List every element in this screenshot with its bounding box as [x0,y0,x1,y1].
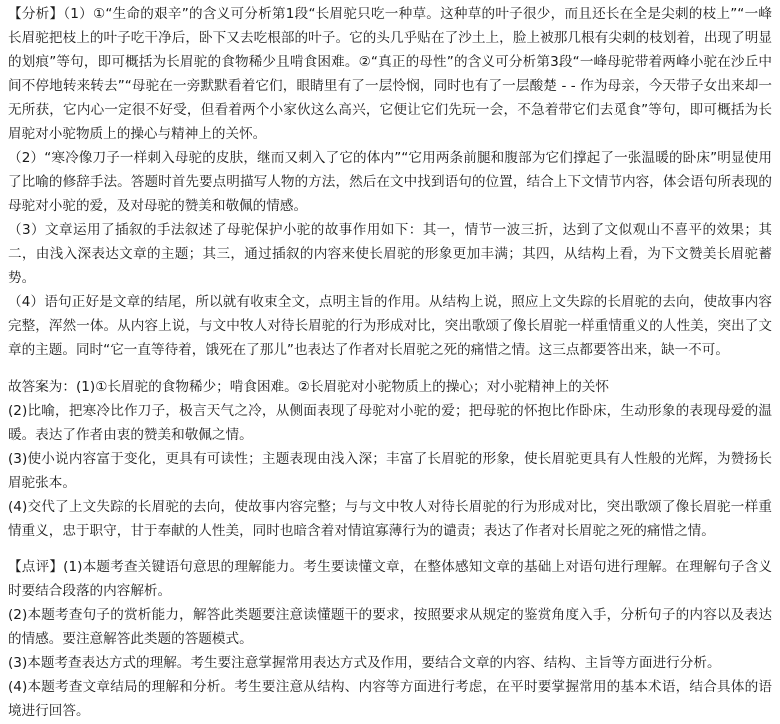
answer-paragraph-2: (2)比喻，把寒冷比作刀子，极言天气之冷，从侧面表现了母驼对小驼的爱；把母驼的怀抱比作卧床，生动形象的表现母爱的温暖。表达了作者由衷的赞美和敬佩之情。 [8,403,772,443]
comment-paragraph-1: 【点评】(1)本题考查关键语句意思的理解能力。考生要读懂文章，在整体感知文章的基础上对语句进行理解。在理解句子含义时要结合段落的内容解析。 [8,559,772,599]
comment-paragraph-3: (3)本题考查表达方式的理解。考生要注意掌握常用表达方式及作用，要结合文章的内容、结构、主旨等方面进行分析。 [8,655,721,671]
analysis-paragraph-4: （4）语句正好是文章的结尾，所以就有收束全文，点明主旨的作用。从结构上说，照应上文失踪的长眉驼的去向，使故事内容完整，浑然一体。从内容上说，与文中牧人对待长眉驼的行为形成对比，突出歌颂了像长眉驼一样重情重义的人性美，突出了文章的主题。同时“它一直等待着，饿死在了那儿”也表达了作者对长眉驼之死的痛惜之情。这三点都要答出来，缺一不可。 [8,294,772,358]
analysis-paragraph-3: （3）文章运用了插叙的手法叙述了母驼保护小驼的故事作用如下：其一，情节一波三折，达到了文似观山不喜平的效果；其二，由浅入深表达文章的主题；其三，通过插叙的内容来使长眉驼的形象更加丰满；其四，从结构上看，为下文赞美长眉驼蓄势。 [8,222,772,286]
comment-paragraph-4: (4)本题考查文章结局的理解和分析。考生要注意从结构、内容等方面进行考虑，在平时要掌握常用的基本术语，结合具体的语境进行回答。 [8,679,772,719]
analysis-paragraph-2: （2）“寒冷像刀子一样刺入母驼的皮肤，继而又刺入了它的体内”“它用两条前腿和腹部为它们撑起了一张温暖的卧床”明显使用了比喻的修辞手法。答题时首先要点明描写人物的方法，然后在文中找到语句的位置，结合上下文情节内容，体会语句所表现的母驼对小驼的爱，及对母驼的赞美和敬佩的情感。 [8,150,772,214]
section-spacer [8,362,772,375]
answer-paragraph-1: 故答案为：(1)①长眉驼的食物稀少；啃食困难。②长眉驼对小驼物质上的操心；对小驼精神上的关怀 [8,379,609,395]
comment-section [8,555,772,723]
analysis-section [8,2,772,362]
analysis-paragraph-1: 【分析】（1）①“生命的艰辛”的含义可分析第1段“长眉驼只吃一种草。这种草的叶子很少，而且还长在全是尖刺的枝上”“一峰长眉驼把枝上的叶子吃干净后，卧下又去吃根部的叶子。它的头几乎贴在了沙土上，脸上被那几根有尖刺的枝划着，出现了明显的划痕”等句，即可概括为长眉驼的食物稀少且啃食困难。②“真正的母性”的含义可分析第3段“一峰母驼带着两峰小驼在沙丘中间不停地转来转去”“母驼在一旁默默看着它们，眼睛里有了一层怜悯，同时也有了一层酸楚 - - 作为母亲，今天带子女出来却一无所获，它内心一定很不好受，但看着两个小家伙这么高兴，它便让它们先玩一会，不急着带它们去觅食”等句，即可概括为长眉驼对小驼物质上的操心与精神上的关怀。 [8,6,772,142]
answer-paragraph-3: (3)使小说内容富于变化，更具有可读性；主题表现由浅入深；丰富了长眉驼的形象，使长眉驼更具有人性般的光辉，为赞扬长眉驼张本。 [8,451,772,491]
answer-paragraph-4: (4)交代了上文失踪的长眉驼的去向，使故事内容完整；与与文中牧人对待长眉驼的行为形成对比，突出歌颂了像长眉驼一样重情重义，忠于职守，甘于奉献的人性美，同时也暗含着对情谊寡薄行为的谴责；表达了作者对长眉驼之死的痛惜之情。 [8,499,772,539]
section-spacer [8,543,772,555]
comment-paragraph-2: (2)本题考查句子的赏析能力，解答此类题要注意读懂题干的要求，按照要求从规定的鉴赏角度入手，分析句子的内容以及表达的情感。要注意解答此类题的答题模式。 [8,607,772,647]
answer-section [8,375,772,543]
